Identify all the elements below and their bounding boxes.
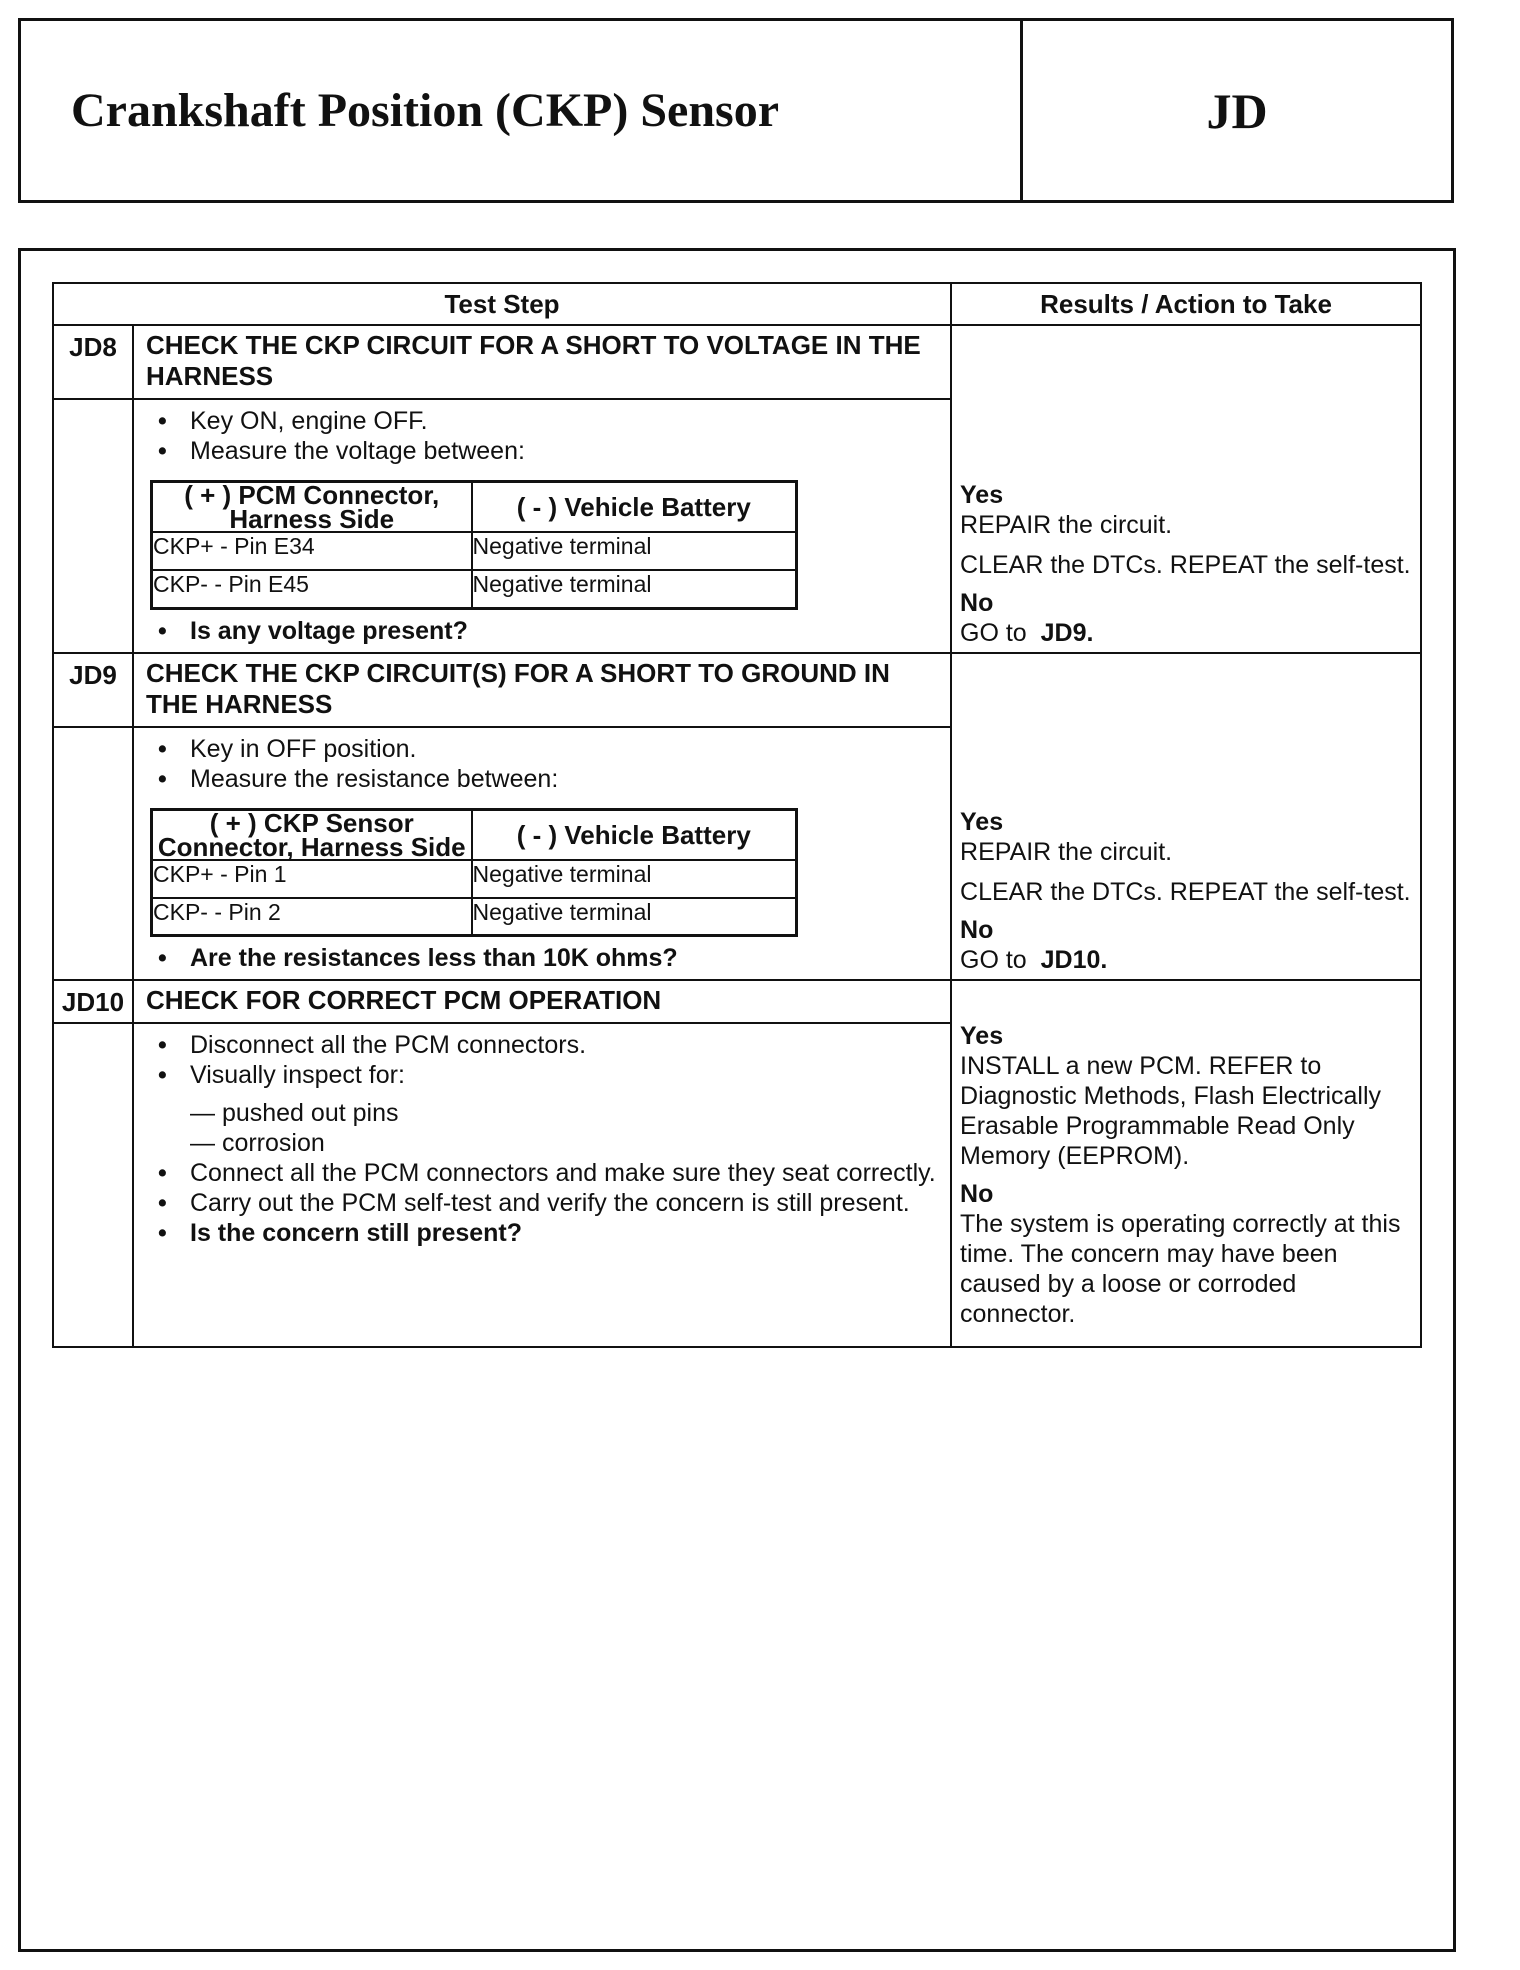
step-id: JD8 (53, 325, 133, 399)
step-results (951, 325, 1421, 653)
bullet-item: • Measure the resistance between: (148, 764, 940, 794)
result-no-text: The system is operating correctly at this time. The concern may have been caused by a loose or corroded connector. (960, 1210, 1401, 1328)
pinpoint-test-code: JD (1206, 82, 1268, 139)
title-cell (21, 21, 1023, 200)
header-test-step: Test Step (53, 283, 951, 325)
meas-col1-header: ( + ) CKP Sensor Connector, Harness Side (152, 809, 472, 860)
step-title-row (53, 980, 1421, 1023)
step-id-blank (53, 399, 133, 653)
bullet-item: • Connect all the PCM connectors and make sure they seat correctly. (148, 1158, 940, 1188)
meas-cell: CKP+ - Pin E34 (152, 532, 472, 570)
bullet-item: • Key ON, engine OFF. (148, 406, 940, 436)
result-yes-line1: REPAIR the circuit. (960, 838, 1173, 866)
result-no-label: No (960, 588, 994, 617)
result-yes-label: Yes (960, 1022, 1004, 1050)
step-title: CHECK THE CKP CIRCUIT FOR A SHORT TO VOLTAGE IN THE HARNESS (133, 325, 951, 399)
step-title-row (53, 325, 1421, 399)
result-yes-line2: CLEAR the DTCs. REPEAT the self-test. (960, 550, 1411, 579)
step-id: JD9 (53, 653, 133, 727)
meas-col2-header: ( - ) Vehicle Battery (472, 482, 797, 533)
step-bullets (148, 406, 940, 466)
table-header-row (53, 283, 1421, 325)
diagnostic-table (52, 282, 1422, 1348)
step-question-list (148, 616, 940, 646)
step-bullets-2 (148, 1158, 940, 1248)
step-bullets (148, 1030, 940, 1090)
step-question: • Is any voltage present? (148, 616, 940, 646)
step-id: JD10 (53, 980, 133, 1023)
meas-cell: Negative terminal (472, 532, 797, 570)
step-body (133, 399, 951, 653)
step-bullets (148, 734, 940, 794)
meas-cell: Negative terminal (472, 860, 797, 898)
step-body (133, 727, 951, 981)
step-results (951, 980, 1421, 1347)
meas-cell: Negative terminal (472, 570, 797, 608)
meas-col2-header: ( - ) Vehicle Battery (472, 809, 797, 860)
result-yes-line2: CLEAR the DTCs. REPEAT the self-test. (960, 878, 1411, 906)
result-yes-label: Yes (960, 808, 1004, 836)
code-cell (1023, 21, 1451, 200)
page-title: Crankshaft Position (CKP) Sensor (71, 84, 780, 137)
meas-cell: CKP+ - Pin 1 (152, 860, 472, 898)
meas-cell: CKP- - Pin E45 (152, 570, 472, 608)
bullet-item: • Key in OFF position. (148, 734, 940, 764)
result-yes-line1: REPAIR the circuit. (960, 510, 1173, 539)
result-no-ref: JD9. (1040, 618, 1094, 647)
header-results: Results / Action to Take (951, 283, 1421, 325)
step-title: CHECK FOR CORRECT PCM OPERATION (133, 980, 951, 1023)
step-results (951, 653, 1421, 981)
meas-col1-header: ( + ) PCM Connector, Harness Side (152, 482, 472, 533)
step-id-blank (53, 727, 133, 981)
result-no-line (960, 618, 1412, 648)
inspect-item: — corrosion (190, 1129, 325, 1157)
result-yes-label: Yes (960, 480, 1004, 509)
measurement-table (150, 480, 798, 610)
bullet-item: • Carry out the PCM self-test and verify the concern is still present. (148, 1188, 940, 1218)
measurement-table (150, 808, 798, 938)
step-question: • Are the resistances less than 10K ohms? (148, 943, 940, 973)
step-title-row (53, 653, 1421, 727)
step-title: CHECK THE CKP CIRCUIT(S) FOR A SHORT TO GROUND IN THE HARNESS (133, 653, 951, 727)
bullet-item: • Measure the voltage between: (148, 436, 940, 466)
bullet-item: • Disconnect all the PCM connectors. (148, 1030, 940, 1060)
result-no-text: GO to (960, 946, 1027, 974)
inspect-list (190, 1098, 940, 1158)
result-yes-text: INSTALL a new PCM. REFER to Diagnostic Methods, Flash Electrically Erasable Programmable Read Only Memory (EEPROM). (960, 1052, 1382, 1170)
step-question: • Is the concern still present? (148, 1218, 940, 1248)
result-no-text: GO to (960, 618, 1027, 647)
result-no-line (960, 945, 1412, 975)
meas-cell: Negative terminal (472, 898, 797, 936)
result-no-ref: JD10. (1040, 946, 1108, 974)
meas-cell: CKP- - Pin 2 (152, 898, 472, 936)
step-body (133, 1023, 951, 1347)
step-question-list (148, 943, 940, 973)
result-no-label: No (960, 1180, 994, 1208)
title-box (18, 18, 1454, 203)
step-id-blank (53, 1023, 133, 1347)
inspect-item: — pushed out pins (190, 1099, 399, 1127)
bullet-item: • Visually inspect for: (148, 1060, 940, 1090)
result-no-label: No (960, 916, 994, 944)
